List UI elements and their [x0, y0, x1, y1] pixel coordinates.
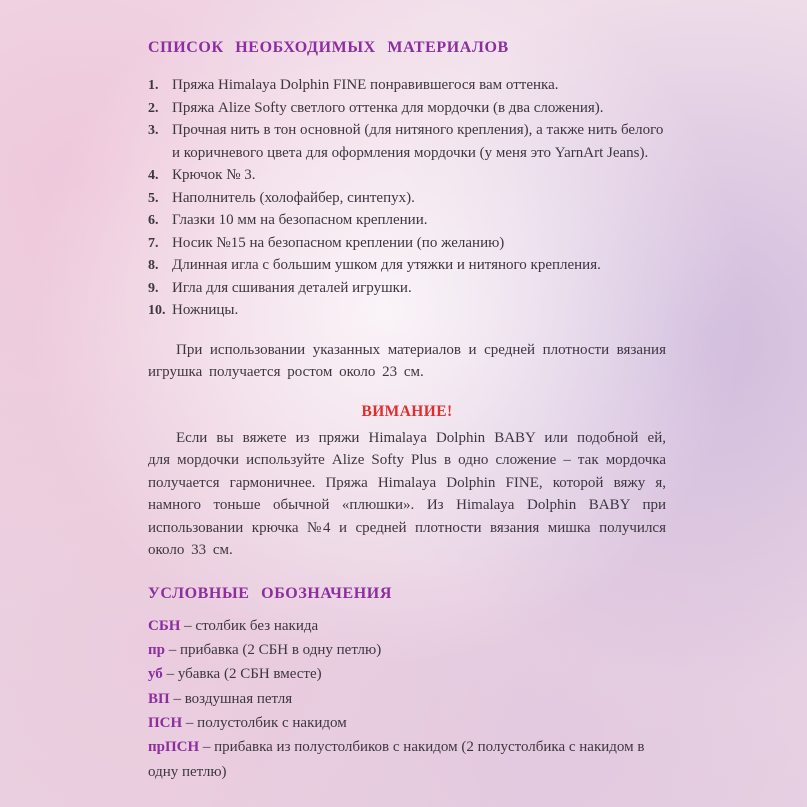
item-text: Наполнитель (холофайбер, синтепух).	[172, 189, 415, 206]
item-number: 6.	[148, 213, 159, 228]
item-text: Крючок № 3.	[172, 167, 256, 183]
item-number: 3.	[148, 123, 159, 138]
abbrev-row	[148, 711, 666, 735]
item-text: Пряжа Himalaya Dolphin FINE понравившегося вам оттенка.	[172, 77, 559, 93]
item-number: 10.	[148, 303, 166, 318]
abbrev-def: – прибавка (2 СБН в одну петлю)	[168, 642, 382, 659]
abbrev-row	[148, 735, 666, 784]
list-item	[148, 277, 666, 300]
abbrev-def: – убавка (2 СБН вместе)	[166, 666, 322, 683]
item-text: Длинная игла с большим ушком для утяжки и нитяного крепления.	[172, 257, 601, 273]
abbrev-def: – полустолбик с накидом	[185, 714, 347, 731]
list-item	[148, 254, 666, 277]
abbrev-term: СБН	[148, 617, 181, 634]
abbrev-row	[148, 638, 666, 662]
list-item	[148, 299, 666, 322]
attention-title: ВИМАНИЕ!	[361, 402, 453, 420]
attention-paragraph: Если вы вяжете из пряжи Himalaya Dolphin BABY или подобной ей, для мордочки используйте Alize Softy Plus в одно сложение – так мордочка получается гармоничнее. Пряжа Himalaya Dolphin FINE, которой вяжу я, намного тоньше обычной «плюшки». Из Himalaya Dolphin BABY при использовании крючка №4 и средней плотности вязания мишка получился около 33 см.	[148, 429, 666, 559]
abbrev-term: прПСН	[148, 739, 200, 756]
abbrev-term: пр	[148, 642, 165, 659]
item-text: Прочная нить в тон основной (для нитяного крепления), а также нить белого и коричневого цвета для оформления мордочки (у меня это YarnArt Jeans).	[172, 122, 664, 161]
item-number: 9.	[148, 280, 159, 296]
item-text: Глазки 10 мм на безопасном креплении.	[172, 212, 428, 228]
item-text: Ножницы.	[172, 302, 239, 318]
item-number: 5.	[148, 190, 159, 206]
item-number: 1.	[148, 78, 159, 93]
list-item	[148, 119, 666, 164]
item-text: Игла для сшивания деталей игрушки.	[172, 279, 412, 296]
list-item	[148, 97, 666, 120]
abbrev-def: – столбик без накида	[184, 617, 319, 634]
item-text: Носик №15 на безопасном креплении (по желанию)	[172, 234, 505, 251]
materials-list	[148, 74, 666, 322]
abbrev-row	[148, 687, 666, 711]
list-item	[148, 187, 666, 210]
list-item	[148, 74, 666, 97]
item-number: 4.	[148, 168, 159, 183]
abbrev-term: уб	[148, 666, 163, 683]
document-page	[148, 36, 666, 784]
item-number: 2.	[148, 100, 159, 116]
abbrev-def: – воздушная петля	[173, 690, 293, 707]
list-item	[148, 164, 666, 187]
note-paragraph: При использовании указанных материалов и средней плотности вязания игрушка получается ростом около 23 см.	[148, 341, 666, 380]
abbrev-row	[148, 614, 666, 638]
abbrev-term: ВП	[148, 690, 170, 707]
abbrev-def: – прибавка из полустолбиков с накидом (2 полустолбика с накидом в одну петлю)	[148, 739, 645, 780]
list-item	[148, 209, 666, 232]
abbrev-term: ПСН	[148, 714, 183, 731]
list-item	[148, 232, 666, 255]
item-number: 7.	[148, 235, 159, 251]
materials-title: СПИСОК НЕОБХОДИМЫХ МАТЕРИАЛОВ	[148, 39, 509, 56]
abbrev-row	[148, 662, 666, 686]
item-number: 8.	[148, 258, 159, 273]
item-text: Пряжа Alize Softy светлого оттенка для мордочки (в два сложения).	[172, 99, 604, 116]
abbreviations-title: УСЛОВНЫЕ ОБОЗНАЧЕНИЯ	[148, 584, 392, 602]
abbreviations-list	[148, 614, 666, 784]
